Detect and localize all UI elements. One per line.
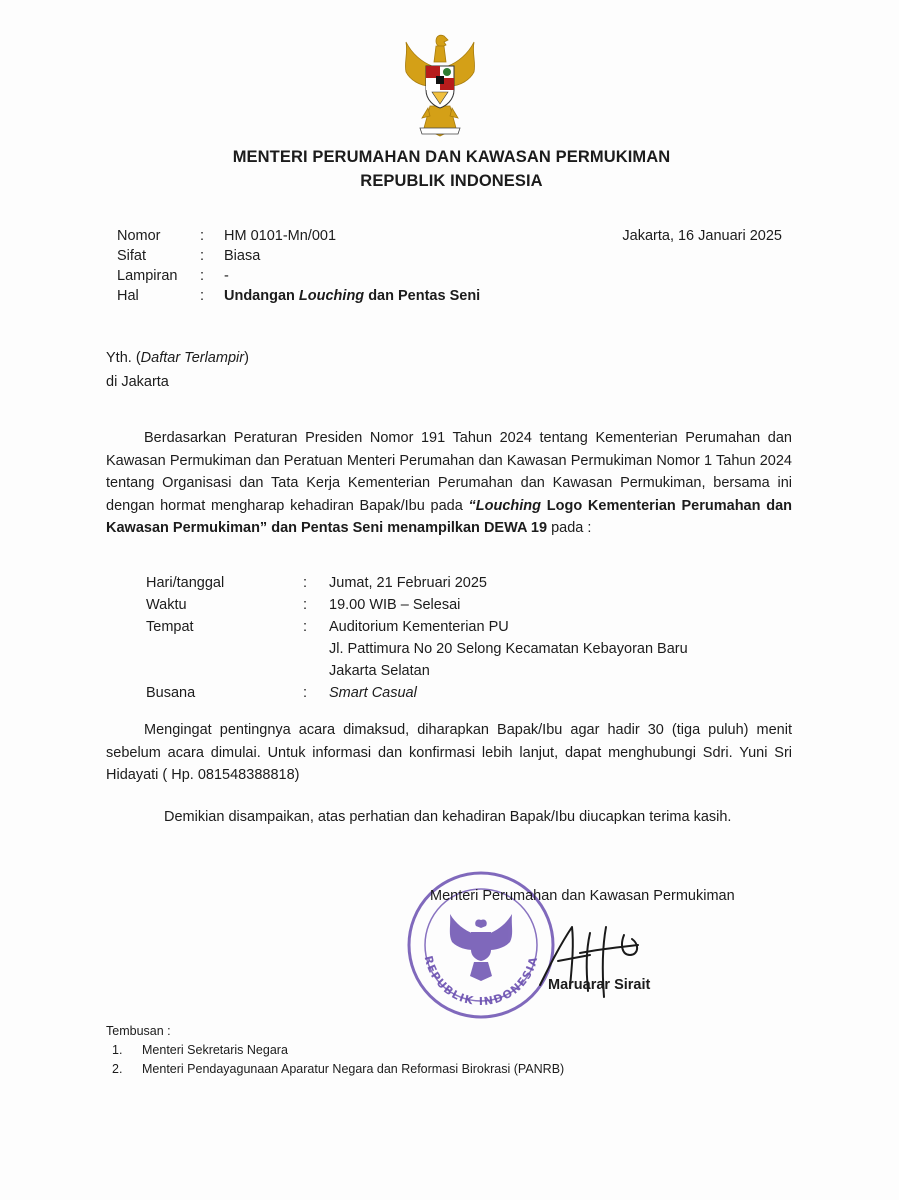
- paragraph-bold-italic: “Louching: [468, 497, 542, 514]
- meta-label: Lampiran: [117, 268, 178, 284]
- address-line: Jakarta Selatan: [329, 663, 430, 679]
- signatory-title: Menteri Perumahan dan Kawasan Permukiman: [430, 888, 735, 904]
- addressee-line: [106, 346, 249, 370]
- garuda-emblem-icon: [400, 32, 480, 140]
- meta-row-lampiran: [117, 266, 480, 286]
- paragraph-bold: Logo Kementerian Perumahan dan Kawasan Permukiman” dan Pentas Seni menampilkan DEWA 19: [106, 497, 792, 536]
- detail-value: [329, 616, 688, 682]
- detail-row-waktu: [146, 594, 688, 616]
- detail-value: [329, 682, 417, 704]
- meta-value-nomor: HM 0101-Mn/001: [224, 228, 337, 244]
- addressee-italic: Daftar Terlampir: [140, 350, 245, 366]
- detail-label: Tempat: [146, 619, 194, 635]
- detail-label: Waktu: [146, 597, 187, 613]
- detail-value: 19.00 WIB – Selesai: [329, 597, 461, 613]
- tembusan-label: Tembusan :: [106, 1024, 171, 1038]
- meta-value-hal: [224, 286, 480, 306]
- meta-value-lampiran: -: [224, 268, 229, 284]
- detail-row-tempat: [146, 616, 688, 682]
- paragraph-text: pada :: [547, 520, 592, 536]
- meta-value-sifat: Biasa: [224, 248, 261, 264]
- detail-row-hari: [146, 572, 688, 594]
- event-details: [146, 572, 688, 704]
- tembusan-item: [106, 1041, 564, 1060]
- detail-value: Jumat, 21 Februari 2025: [329, 575, 487, 591]
- meta-colon: :: [200, 268, 205, 284]
- letter-meta: [117, 226, 480, 306]
- detail-colon: :: [303, 575, 308, 591]
- tembusan-number: 1.: [112, 1043, 123, 1057]
- seal-text: REPUBLIK INDONESIA: [421, 954, 541, 1009]
- addressee-part: ): [244, 350, 249, 366]
- meta-label: Hal: [117, 288, 139, 304]
- meta-row-hal: [117, 286, 480, 306]
- meta-label: Sifat: [117, 248, 147, 264]
- hal-italic: Louching: [298, 288, 365, 304]
- meta-colon: :: [200, 248, 205, 264]
- signatory-name: Maruarar Sirait: [548, 977, 651, 993]
- tembusan-number: 2.: [112, 1062, 123, 1076]
- hal-part: Undangan: [224, 288, 299, 304]
- tembusan-text: Menteri Sekretaris Negara: [142, 1043, 288, 1057]
- address-line: Auditorium Kementerian PU: [329, 619, 509, 635]
- letterhead: [0, 145, 899, 193]
- tembusan-text: Menteri Pendayagunaan Aparatur Negara dan Reformasi Birokrasi (PANRB): [142, 1062, 565, 1076]
- detail-label: Busana: [146, 685, 196, 701]
- paragraph-text: Berdasarkan Peraturan Presiden Nomor 191 Tahun 2024 tentang Kementerian Perumahan dan Kawasan Permukiman dan Peratuan Menteri Perumahan dan Kawasan Permukiman Nomor 1 Tahun 2024 tentang Organisasi dan Tata Kerja Kementerian Perumahan dan Kawasan Permukiman, bersama ini dengan hormat mengharap kehadiran Bapak/Ibu pada: [106, 430, 792, 514]
- body-paragraph-3: [106, 806, 792, 829]
- dress-code: Smart Casual: [329, 685, 417, 701]
- paragraph-text: Mengingat pentingnya acara dimaksud, diharapkan Bapak/Ibu agar hadir 30 (tiga puluh) menit sebelum acara dimulai. Untuk informasi dan konfirmasi lebih lanjut, dapat menghubungi Sdri. Yuni Sri Hidayati ( Hp. 081548388818): [106, 722, 792, 783]
- body-paragraph-2: [106, 719, 792, 787]
- tembusan-item: [106, 1060, 564, 1079]
- tembusan: [106, 1022, 564, 1079]
- detail-colon: :: [303, 597, 308, 613]
- meta-colon: :: [200, 228, 205, 244]
- body-paragraph-1: [106, 427, 792, 540]
- hal-part: dan Pentas Seni: [364, 288, 481, 304]
- letterhead-country: REPUBLIK INDONESIA: [360, 172, 543, 190]
- meta-row-nomor: [117, 226, 480, 246]
- addressee: [106, 346, 249, 394]
- addressee-part: Yth. (: [106, 350, 141, 366]
- detail-colon: :: [303, 619, 308, 635]
- letter-date: Jakarta, 16 Januari 2025: [622, 228, 782, 244]
- detail-colon: :: [303, 685, 308, 701]
- meta-colon: :: [200, 288, 205, 304]
- paragraph-text: Demikian disampaikan, atas perhatian dan kehadiran Bapak/Ibu diucapkan terima kasih.: [164, 809, 732, 825]
- meta-label: Nomor: [117, 228, 161, 244]
- detail-row-busana: [146, 682, 688, 704]
- meta-row-sifat: [117, 246, 480, 266]
- addressee-location: di Jakarta: [106, 374, 169, 390]
- address-line: Jl. Pattimura No 20 Selong Kecamatan Kebayoran Baru: [329, 641, 688, 657]
- detail-label: Hari/tanggal: [146, 575, 225, 591]
- letterhead-title: MENTERI PERUMAHAN DAN KAWASAN PERMUKIMAN: [232, 148, 671, 166]
